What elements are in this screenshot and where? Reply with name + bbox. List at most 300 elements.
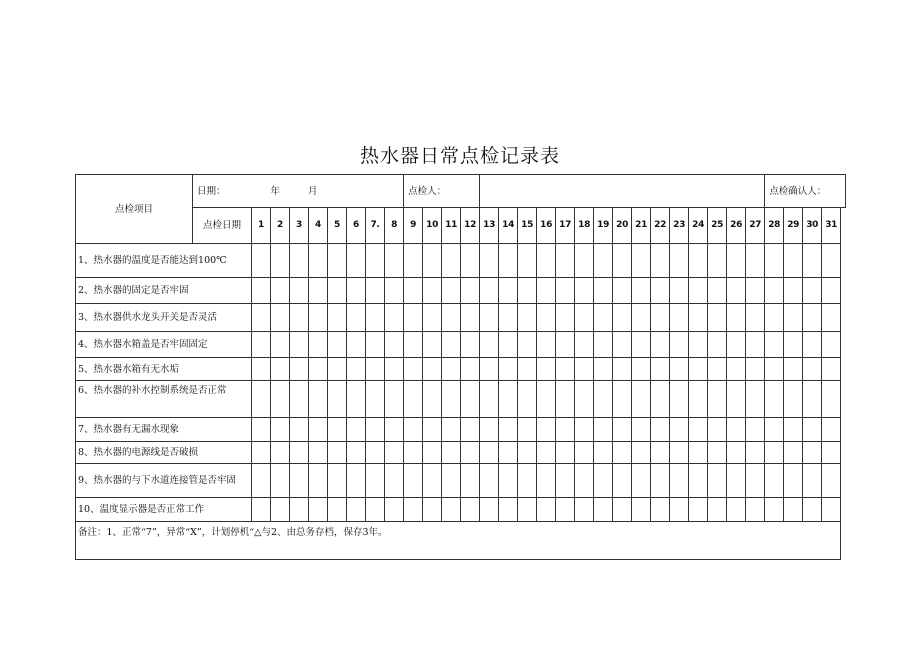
check-cell[interactable] [499,418,518,442]
check-cell[interactable] [423,304,442,332]
check-cell[interactable] [613,498,632,522]
check-cell[interactable] [632,244,651,278]
check-cell[interactable] [651,418,670,442]
check-cell[interactable] [309,442,328,464]
check-cell[interactable] [594,278,613,304]
check-cell[interactable] [803,358,822,381]
check-cell[interactable] [480,418,499,442]
check-cell[interactable] [309,358,328,381]
check-cell[interactable] [290,442,309,464]
check-cell[interactable] [689,244,708,278]
check-cell[interactable] [632,358,651,381]
check-cell[interactable] [765,418,784,442]
check-cell[interactable] [309,332,328,358]
check-cell[interactable] [746,358,765,381]
check-cell[interactable] [290,358,309,381]
check-cell[interactable] [499,442,518,464]
check-cell[interactable] [271,418,290,442]
check-cell[interactable] [252,498,271,522]
check-cell[interactable] [385,498,404,522]
check-cell[interactable] [442,332,461,358]
check-cell[interactable] [366,358,385,381]
check-cell[interactable] [537,464,556,498]
check-cell[interactable] [518,464,537,498]
check-cell[interactable] [784,498,803,522]
check-cell[interactable] [499,358,518,381]
check-cell[interactable] [518,244,537,278]
check-cell[interactable] [670,332,689,358]
check-cell[interactable] [347,304,366,332]
check-cell[interactable] [347,442,366,464]
check-cell[interactable] [746,381,765,418]
check-cell[interactable] [366,381,385,418]
check-cell[interactable] [537,498,556,522]
check-cell[interactable] [252,304,271,332]
check-cell[interactable] [784,278,803,304]
check-cell[interactable] [499,332,518,358]
check-cell[interactable] [518,304,537,332]
check-cell[interactable] [727,442,746,464]
check-cell[interactable] [689,358,708,381]
check-cell[interactable] [385,418,404,442]
check-cell[interactable] [461,278,480,304]
check-cell[interactable] [727,498,746,522]
check-cell[interactable] [708,418,727,442]
check-cell[interactable] [537,332,556,358]
check-cell[interactable] [290,332,309,358]
check-cell[interactable] [670,244,689,278]
check-cell[interactable] [385,332,404,358]
check-cell[interactable] [670,442,689,464]
check-cell[interactable] [556,358,575,381]
check-cell[interactable] [385,381,404,418]
check-cell[interactable] [271,304,290,332]
check-cell[interactable] [309,418,328,442]
check-cell[interactable] [784,442,803,464]
check-cell[interactable] [765,381,784,418]
check-cell[interactable] [309,381,328,418]
check-cell[interactable] [328,464,347,498]
check-cell[interactable] [765,498,784,522]
check-cell[interactable] [594,358,613,381]
check-cell[interactable] [328,498,347,522]
check-cell[interactable] [252,442,271,464]
check-cell[interactable] [670,278,689,304]
check-cell[interactable] [727,464,746,498]
check-cell[interactable] [537,358,556,381]
check-cell[interactable] [575,464,594,498]
check-cell[interactable] [670,418,689,442]
check-cell[interactable] [556,381,575,418]
check-cell[interactable] [822,464,841,498]
check-cell[interactable] [822,442,841,464]
check-cell[interactable] [385,304,404,332]
check-cell[interactable] [632,418,651,442]
check-cell[interactable] [404,332,423,358]
check-cell[interactable] [252,381,271,418]
check-cell[interactable] [689,332,708,358]
check-cell[interactable] [461,442,480,464]
check-cell[interactable] [689,464,708,498]
check-cell[interactable] [461,304,480,332]
check-cell[interactable] [746,304,765,332]
check-cell[interactable] [328,358,347,381]
check-cell[interactable] [613,442,632,464]
check-cell[interactable] [271,244,290,278]
check-cell[interactable] [746,418,765,442]
check-cell[interactable] [765,332,784,358]
check-cell[interactable] [689,304,708,332]
check-cell[interactable] [746,498,765,522]
check-cell[interactable] [594,304,613,332]
check-cell[interactable] [404,358,423,381]
check-cell[interactable] [328,381,347,418]
check-cell[interactable] [423,278,442,304]
check-cell[interactable] [803,332,822,358]
check-cell[interactable] [366,464,385,498]
check-cell[interactable] [366,278,385,304]
check-cell[interactable] [499,244,518,278]
check-cell[interactable] [309,278,328,304]
check-cell[interactable] [727,418,746,442]
check-cell[interactable] [594,418,613,442]
check-cell[interactable] [822,418,841,442]
check-cell[interactable] [613,381,632,418]
check-cell[interactable] [632,381,651,418]
check-cell[interactable] [746,278,765,304]
check-cell[interactable] [727,381,746,418]
check-cell[interactable] [708,498,727,522]
check-cell[interactable] [347,498,366,522]
check-cell[interactable] [290,381,309,418]
check-cell[interactable] [404,278,423,304]
check-cell[interactable] [442,498,461,522]
check-cell[interactable] [651,278,670,304]
check-cell[interactable] [556,244,575,278]
check-cell[interactable] [575,442,594,464]
check-cell[interactable] [632,498,651,522]
check-cell[interactable] [803,464,822,498]
check-cell[interactable] [556,442,575,464]
check-cell[interactable] [784,358,803,381]
check-cell[interactable] [708,332,727,358]
check-cell[interactable] [252,332,271,358]
check-cell[interactable] [385,442,404,464]
check-cell[interactable] [613,278,632,304]
check-cell[interactable] [366,304,385,332]
check-cell[interactable] [822,332,841,358]
check-cell[interactable] [822,498,841,522]
check-cell[interactable] [328,278,347,304]
check-cell[interactable] [347,418,366,442]
check-cell[interactable] [708,442,727,464]
check-cell[interactable] [803,304,822,332]
check-cell[interactable] [328,304,347,332]
check-cell[interactable] [632,332,651,358]
check-cell[interactable] [746,442,765,464]
check-cell[interactable] [765,244,784,278]
check-cell[interactable] [309,498,328,522]
check-cell[interactable] [480,464,499,498]
check-cell[interactable] [423,381,442,418]
check-cell[interactable] [290,278,309,304]
check-cell[interactable] [765,304,784,332]
check-cell[interactable] [670,498,689,522]
check-cell[interactable] [575,358,594,381]
check-cell[interactable] [670,464,689,498]
check-cell[interactable] [271,278,290,304]
check-cell[interactable] [404,442,423,464]
check-cell[interactable] [575,381,594,418]
check-cell[interactable] [366,244,385,278]
check-cell[interactable] [366,498,385,522]
check-cell[interactable] [366,418,385,442]
check-cell[interactable] [461,358,480,381]
check-cell[interactable] [518,498,537,522]
check-cell[interactable] [613,418,632,442]
check-cell[interactable] [727,278,746,304]
check-cell[interactable] [423,358,442,381]
check-cell[interactable] [556,304,575,332]
check-cell[interactable] [594,442,613,464]
check-cell[interactable] [480,442,499,464]
check-cell[interactable] [708,358,727,381]
check-cell[interactable] [518,418,537,442]
check-cell[interactable] [480,358,499,381]
check-cell[interactable] [347,381,366,418]
check-cell[interactable] [309,244,328,278]
check-cell[interactable] [442,418,461,442]
check-cell[interactable] [670,358,689,381]
check-cell[interactable] [708,278,727,304]
check-cell[interactable] [556,498,575,522]
check-cell[interactable] [518,358,537,381]
check-cell[interactable] [689,442,708,464]
check-cell[interactable] [309,304,328,332]
check-cell[interactable] [423,498,442,522]
check-cell[interactable] [594,464,613,498]
check-cell[interactable] [537,418,556,442]
check-cell[interactable] [442,464,461,498]
check-cell[interactable] [271,332,290,358]
check-cell[interactable] [347,464,366,498]
check-cell[interactable] [670,381,689,418]
check-cell[interactable] [651,464,670,498]
check-cell[interactable] [708,304,727,332]
check-cell[interactable] [727,332,746,358]
check-cell[interactable] [271,498,290,522]
check-cell[interactable] [708,464,727,498]
check-cell[interactable] [708,381,727,418]
check-cell[interactable] [765,442,784,464]
check-cell[interactable] [290,304,309,332]
check-cell[interactable] [442,304,461,332]
check-cell[interactable] [613,358,632,381]
check-cell[interactable] [803,278,822,304]
check-cell[interactable] [537,278,556,304]
check-cell[interactable] [271,464,290,498]
check-cell[interactable] [423,464,442,498]
check-cell[interactable] [632,442,651,464]
check-cell[interactable] [347,358,366,381]
check-cell[interactable] [480,498,499,522]
check-cell[interactable] [727,244,746,278]
check-cell[interactable] [727,358,746,381]
check-cell[interactable] [765,278,784,304]
check-cell[interactable] [594,332,613,358]
check-cell[interactable] [499,464,518,498]
check-cell[interactable] [613,304,632,332]
check-cell[interactable] [594,498,613,522]
check-cell[interactable] [385,464,404,498]
check-cell[interactable] [537,304,556,332]
check-cell[interactable] [347,244,366,278]
check-cell[interactable] [651,332,670,358]
check-cell[interactable] [404,381,423,418]
check-cell[interactable] [442,244,461,278]
check-cell[interactable] [518,442,537,464]
check-cell[interactable] [822,304,841,332]
check-cell[interactable] [442,442,461,464]
check-cell[interactable] [765,358,784,381]
check-cell[interactable] [613,244,632,278]
check-cell[interactable] [803,442,822,464]
check-cell[interactable] [727,304,746,332]
check-cell[interactable] [651,358,670,381]
check-cell[interactable] [575,244,594,278]
check-cell[interactable] [499,381,518,418]
check-cell[interactable] [480,278,499,304]
check-cell[interactable] [499,498,518,522]
check-cell[interactable] [347,332,366,358]
check-cell[interactable] [423,244,442,278]
check-cell[interactable] [651,304,670,332]
check-cell[interactable] [404,418,423,442]
check-cell[interactable] [499,304,518,332]
check-cell[interactable] [651,442,670,464]
check-cell[interactable] [613,332,632,358]
check-cell[interactable] [784,464,803,498]
check-cell[interactable] [556,464,575,498]
check-cell[interactable] [499,278,518,304]
check-cell[interactable] [518,381,537,418]
check-cell[interactable] [784,244,803,278]
check-cell[interactable] [651,498,670,522]
check-cell[interactable] [594,244,613,278]
check-cell[interactable] [423,442,442,464]
check-cell[interactable] [423,332,442,358]
check-cell[interactable] [442,358,461,381]
check-cell[interactable] [328,244,347,278]
check-cell[interactable] [746,244,765,278]
check-cell[interactable] [404,464,423,498]
check-cell[interactable] [537,381,556,418]
check-cell[interactable] [784,381,803,418]
check-cell[interactable] [708,244,727,278]
check-cell[interactable] [689,278,708,304]
check-cell[interactable] [404,498,423,522]
check-cell[interactable] [366,332,385,358]
check-cell[interactable] [689,381,708,418]
check-cell[interactable] [575,304,594,332]
check-cell[interactable] [404,244,423,278]
check-cell[interactable] [556,278,575,304]
check-cell[interactable] [803,498,822,522]
check-cell[interactable] [328,442,347,464]
check-cell[interactable] [461,464,480,498]
check-cell[interactable] [765,464,784,498]
check-cell[interactable] [366,442,385,464]
check-cell[interactable] [575,332,594,358]
check-cell[interactable] [442,381,461,418]
check-cell[interactable] [575,418,594,442]
check-cell[interactable] [632,304,651,332]
check-cell[interactable] [480,244,499,278]
check-cell[interactable] [689,498,708,522]
check-cell[interactable] [556,418,575,442]
check-cell[interactable] [252,358,271,381]
check-cell[interactable] [784,418,803,442]
check-cell[interactable] [594,381,613,418]
check-cell[interactable] [822,358,841,381]
check-cell[interactable] [537,442,556,464]
check-cell[interactable] [328,418,347,442]
check-cell[interactable] [461,332,480,358]
check-cell[interactable] [252,464,271,498]
check-cell[interactable] [518,332,537,358]
check-cell[interactable] [290,464,309,498]
check-cell[interactable] [461,498,480,522]
check-cell[interactable] [271,358,290,381]
check-cell[interactable] [385,244,404,278]
check-cell[interactable] [480,304,499,332]
check-cell[interactable] [803,244,822,278]
check-cell[interactable] [651,381,670,418]
check-cell[interactable] [461,244,480,278]
check-cell[interactable] [347,278,366,304]
check-cell[interactable] [480,332,499,358]
check-cell[interactable] [328,332,347,358]
check-cell[interactable] [385,278,404,304]
check-cell[interactable] [632,464,651,498]
check-cell[interactable] [290,498,309,522]
check-cell[interactable] [271,381,290,418]
check-cell[interactable] [746,332,765,358]
check-cell[interactable] [404,304,423,332]
check-cell[interactable] [822,244,841,278]
check-cell[interactable] [651,244,670,278]
check-cell[interactable] [803,418,822,442]
check-cell[interactable] [632,278,651,304]
check-cell[interactable] [689,418,708,442]
check-cell[interactable] [822,381,841,418]
check-cell[interactable] [575,498,594,522]
check-cell[interactable] [290,244,309,278]
check-cell[interactable] [442,278,461,304]
check-cell[interactable] [803,381,822,418]
check-cell[interactable] [480,381,499,418]
check-cell[interactable] [746,464,765,498]
check-cell[interactable] [271,442,290,464]
check-cell[interactable] [784,304,803,332]
check-cell[interactable] [252,278,271,304]
check-cell[interactable] [537,244,556,278]
check-cell[interactable] [518,278,537,304]
check-cell[interactable] [290,418,309,442]
check-cell[interactable] [556,332,575,358]
check-cell[interactable] [784,332,803,358]
check-cell[interactable] [252,244,271,278]
